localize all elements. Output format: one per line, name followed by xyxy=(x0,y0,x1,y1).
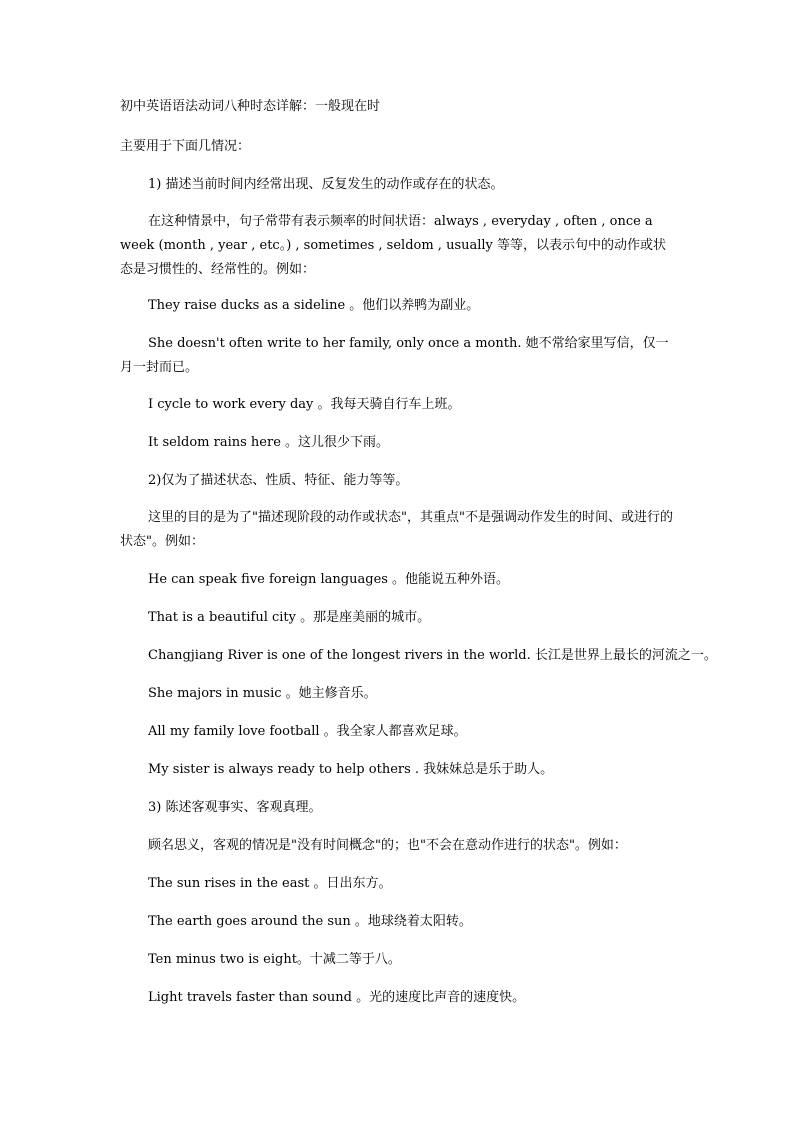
intro-text: 主要用于下面几情况： xyxy=(120,139,251,154)
example-line: All my family love football 。我全家人都喜欢足球。 xyxy=(148,724,467,739)
example-line: Light travels faster than sound 。光的速度比声音的速度快。 xyxy=(148,990,526,1005)
example-line: The earth goes around the sun 。地球绕着太阳转。 xyxy=(148,914,472,929)
section3-description: 顾名思义，客观的情况是"没有时间概念"的；也"不会在意动作进行的状态"。例如： xyxy=(148,838,627,853)
example-line: Changjiang River is one of the longest rivers in the world. 长江是世界上最长的河流之一。 xyxy=(148,648,717,663)
section3-heading: 3) 陈述客观事实、客观真理。 xyxy=(148,800,322,815)
section2-heading: 2)仅为了描述状态、性质、特征、能力等等。 xyxy=(148,473,409,488)
example-line: I cycle to work every day 。我每天骑自行车上班。 xyxy=(148,397,461,412)
section1-heading: 1) 描述当前时间内经常出现、反复发生的动作或存在的状态。 xyxy=(148,177,504,192)
section2-description: 这里的目的是为了"描述现阶段的动作或状态"，其重点"不是强调动作发生的时间、或进行的状态"。例如： xyxy=(120,510,673,549)
example-line: It seldom rains here 。这儿很少下雨。 xyxy=(148,435,390,450)
example-line: That is a beautiful city 。那是座美丽的城市。 xyxy=(148,610,431,625)
document-title: 初中英语语法动词八种时态详解：一般现在时 xyxy=(120,99,381,114)
example-line: She doesn't often write to her family, only once a month. 她不常给家里写信，仅一月一封而已。 xyxy=(120,336,669,375)
example-line: She majors in music 。她主修音乐。 xyxy=(148,686,377,701)
example-line: The sun rises in the east 。日出东方。 xyxy=(148,876,392,891)
section1-description: 在这种情景中，句子常带有表示频率的时间状语：always , everyday , often , once a week (month , year , etc。) , sometimes , seldom , usually 等等，以表示句中的动作或状态是习惯性的、经常性的。例如： xyxy=(120,214,667,277)
example-line: He can speak five foreign languages 。他能说五种外语。 xyxy=(148,572,510,587)
example-line: Ten minus two is eight。十减二等于八。 xyxy=(148,952,401,967)
example-line: They raise ducks as a sideline 。他们以养鸭为副业。 xyxy=(148,298,480,313)
example-line: My sister is always ready to help others . 我妹妹总是乐于助人。 xyxy=(148,762,554,777)
